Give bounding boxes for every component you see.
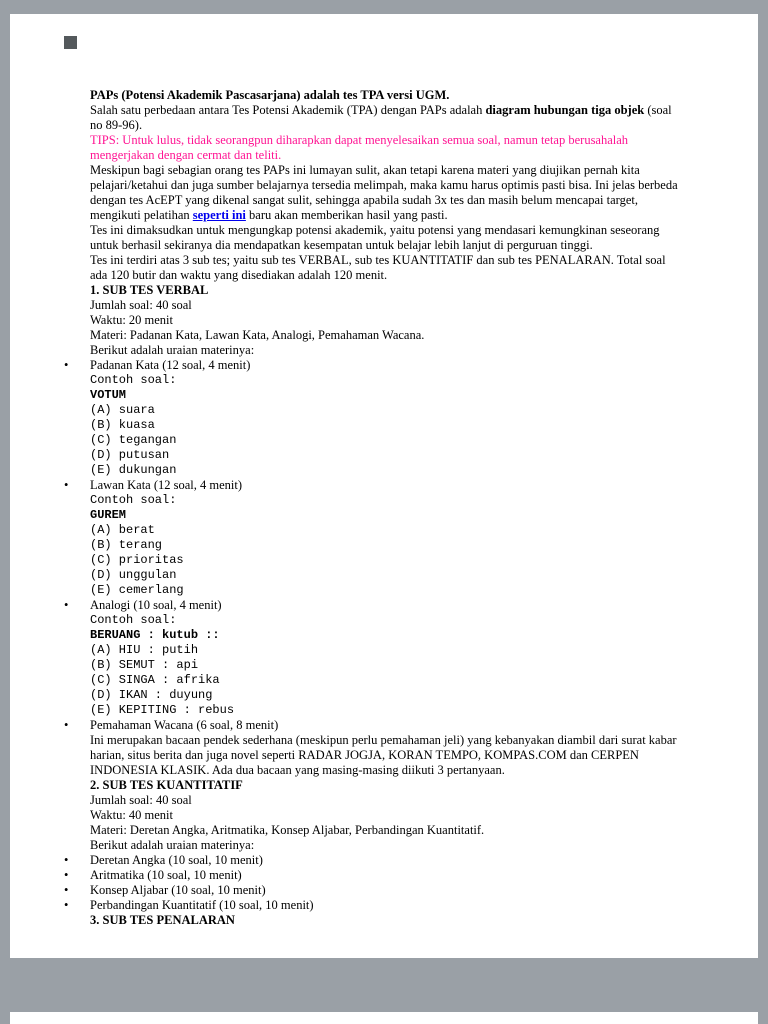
bullet-marker: • <box>64 868 69 882</box>
list-item-body <box>90 718 682 778</box>
next-page-edge <box>10 1012 758 1024</box>
padanan-kata-label: Padanan Kata (12 soal, 4 menit) <box>90 358 251 372</box>
padanan-kata-example <box>90 373 682 478</box>
list-item-body <box>90 358 682 478</box>
option-e: (E) cemerlang <box>90 583 184 597</box>
lawan-kata-label: Lawan Kata (12 soal, 4 menit) <box>90 478 243 492</box>
option-d: (D) putusan <box>90 448 170 462</box>
analogi-label: Analogi (10 soal, 4 menit) <box>90 598 222 612</box>
option-e: (E) KEPITING : rebus <box>90 703 235 717</box>
verbal-materi: Materi: Padanan Kata, Lawan Kata, Analogi, Pemahaman Wacana. <box>90 328 425 342</box>
option-b: (B) kuasa <box>90 418 155 432</box>
doc-title: PAPs (Potensi Akademik Pascasarjana) adalah tes TPA versi UGM. <box>90 88 450 102</box>
deretan-angka-label: Deretan Angka (10 soal, 10 menit) <box>90 853 263 867</box>
option-b: (B) terang <box>90 538 163 552</box>
para-perbedaan <box>90 103 682 133</box>
verbal-waktu: Waktu: 20 menit <box>90 313 174 327</box>
option-d: (D) IKAN : duyung <box>90 688 213 702</box>
verbal-jumlah-soal: Jumlah soal: 40 soal <box>90 298 192 312</box>
option-a: (A) suara <box>90 403 155 417</box>
pemahaman-wacana-label: Pemahaman Wacana (6 soal, 8 menit) <box>90 718 279 732</box>
para-struktur-tes: Tes ini terdiri atas 3 sub tes; yaitu sub tes VERBAL, sub tes KUANTITATIF dan sub tes PENALARAN. Total soal ada 120 butir dan waktu yang disediakan adalah 120 menit. <box>90 253 666 282</box>
example-word: GUREM <box>90 508 127 522</box>
bullet-marker: • <box>64 598 69 612</box>
verbal-uraian-intro: Berikut adalah uraian materinya: <box>90 343 255 357</box>
para-optimis-text: Meskipun bagi sebagian orang tes PAPs ini lumayan sulit, akan tetapi karena materi yang diujikan pernah kita pelajari/ketahui dan juga sumber belajarnya tersedia melimpah, maka kamu harus optimis pasti bisa. Ini jelas berbeda dengan tes AcEPT yang dikenal sangat sulit, sehingga apabila sudah 3x tes dan masih belum mencapai target, mengikuti pelatihan <box>90 163 678 222</box>
option-a: (A) berat <box>90 523 155 537</box>
option-b: (B) SEMUT : api <box>90 658 199 672</box>
list-item-lawan-kata <box>64 478 682 598</box>
para-perbedaan-tail: (soal no 89-96). <box>90 103 672 132</box>
para-tujuan-tes: Tes ini dimaksudkan untuk mengungkap potensi akademik, yaitu potensi yang mendasari kemungkinan seseorang untuk berhasil sekiranya dia mendapatkan kesempatan untuk belajar lebih lanjut di perguruan tinggi. <box>90 223 660 252</box>
document-page <box>10 14 758 958</box>
list-item-perbandingan-kuantitatif <box>64 898 682 913</box>
bullet-marker: • <box>64 883 69 897</box>
pemahaman-wacana-desc: Ini merupakan bacaan pendek sederhana (meskipun perlu pemahaman jeli) yang kebanyakan diambil dari surat kabar harian, situs berita dan juga novel seperti RADAR JOGJA, KORAN TEMPO, KOMPAS.COM dan CERPEN INDONESIA KLASIK. Ada dua bacaan yang masing-masing diikuti 3 pertanyaan. <box>90 733 677 777</box>
bullet-marker: • <box>64 853 69 867</box>
contoh-soal-label: Contoh soal: <box>90 613 177 627</box>
list-item-padanan-kata <box>64 358 682 478</box>
list-item-konsep-aljabar <box>64 883 682 898</box>
para-perbedaan-bold: diagram hubungan tiga objek <box>485 103 645 117</box>
kuantitatif-materi: Materi: Deretan Angka, Aritmatika, Konsep Aljabar, Perbandingan Kuantitatif. <box>90 823 485 837</box>
list-item-aritmatika <box>64 868 682 883</box>
bullet-marker: • <box>64 898 69 912</box>
bullet-marker: • <box>64 478 69 492</box>
penalaran-heading: 3. SUB TES PENALARAN <box>90 913 235 927</box>
option-c: (C) tegangan <box>90 433 177 447</box>
option-d: (D) unggulan <box>90 568 177 582</box>
option-c: (C) SINGA : afrika <box>90 673 220 687</box>
list-item-deretan-angka <box>64 853 682 868</box>
bullet-marker: • <box>64 718 69 732</box>
option-e: (E) dukungan <box>90 463 177 477</box>
lawan-kata-example <box>90 493 682 598</box>
konsep-aljabar-label: Konsep Aljabar (10 soal, 10 menit) <box>90 883 266 897</box>
analogi-example <box>90 613 682 718</box>
example-word: BERUANG : kutub :: <box>90 628 220 642</box>
para-optimis <box>90 163 682 223</box>
bullet-marker: • <box>64 358 69 372</box>
list-item-analogi <box>64 598 682 718</box>
kuantitatif-heading: 2. SUB TES KUANTITATIF <box>90 778 243 792</box>
para-optimis-tail: baru akan memberikan hasil yang pasti. <box>245 208 448 222</box>
contoh-soal-label: Contoh soal: <box>90 373 177 387</box>
list-item-body <box>90 598 682 718</box>
option-a: (A) HIU : putih <box>90 643 199 657</box>
tips-note: TIPS: Untuk lulus, tidak seorangpun diharapkan dapat menyelesaikan semua soal, namun tetap berusahalah mengerjakan dengan cermat dan teliti. <box>90 133 629 162</box>
list-item-body <box>90 478 682 598</box>
seperti-ini-link[interactable]: seperti ini <box>192 208 246 222</box>
example-word: VOTUM <box>90 388 127 402</box>
list-item-pemahaman-wacana <box>64 718 682 778</box>
aritmatika-label: Aritmatika (10 soal, 10 menit) <box>90 868 242 882</box>
para-perbedaan-text: Salah satu perbedaan antara Tes Potensi Akademik (TPA) dengan PAPs adalah <box>90 103 486 117</box>
perbandingan-kuantitatif-label: Perbandingan Kuantitatif (10 soal, 10 menit) <box>90 898 314 912</box>
verbal-heading: 1. SUB TES VERBAL <box>90 283 209 297</box>
option-c: (C) prioritas <box>90 553 184 567</box>
kuantitatif-uraian-intro: Berikut adalah uraian materinya: <box>90 838 255 852</box>
document-content <box>10 14 758 928</box>
kuantitatif-waktu: Waktu: 40 menit <box>90 808 174 822</box>
kuantitatif-jumlah-soal: Jumlah soal: 40 soal <box>90 793 192 807</box>
contoh-soal-label: Contoh soal: <box>90 493 177 507</box>
